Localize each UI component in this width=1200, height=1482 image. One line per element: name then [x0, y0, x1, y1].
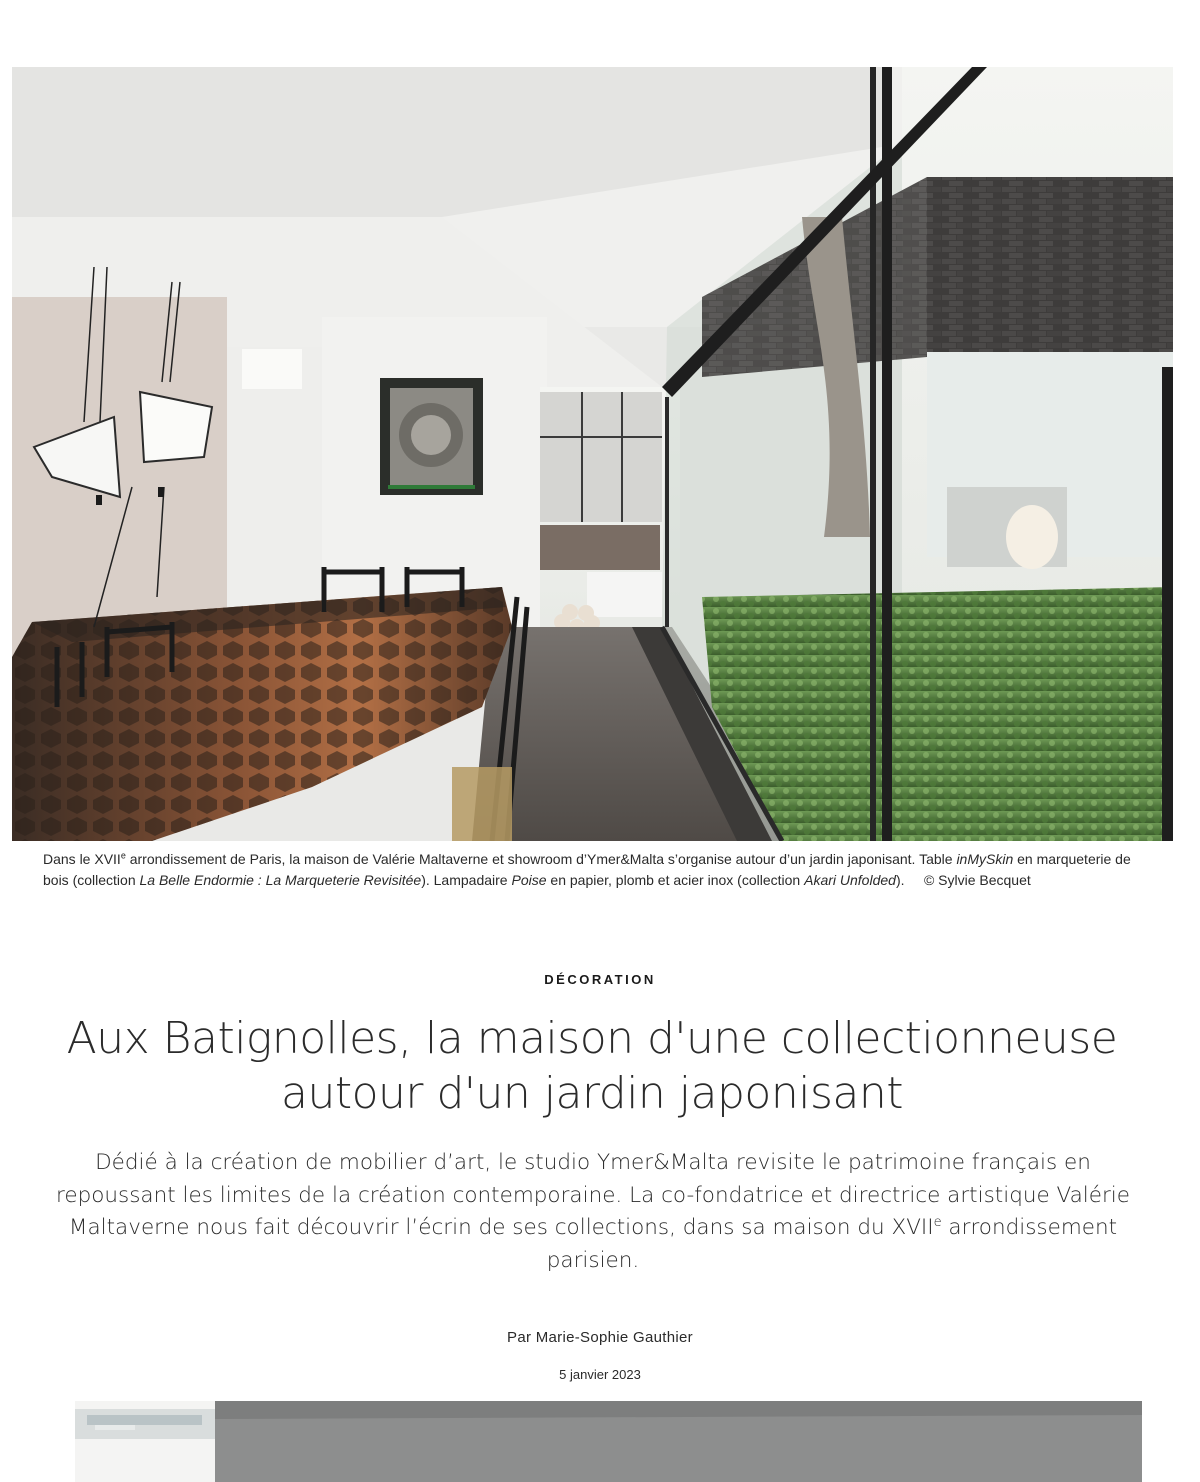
second-photo — [75, 1401, 1142, 1482]
article-byline: Par Marie-Sophie Gauthier — [507, 1329, 693, 1346]
article-category[interactable]: DÉCORATION — [544, 972, 656, 987]
author-link[interactable]: Marie-Sophie Gauthier — [535, 1329, 693, 1346]
hero-photo — [12, 67, 1173, 841]
article-standfirst: Dédié à la création de mobilier d’art, le studio Ymer&Malta revisite le patrimoine français en repoussant les limites de la création contemporaine. La co-fondatrice et directrice artistique Valérie Maltaverne nous fait découvrir l’écrin de ses collections, dans sa maison du XVIIe arrondissement parisien. — [56, 1150, 1130, 1273]
photo-credit: © Sylvie Becquet — [923, 872, 1031, 888]
hero-caption: Dans le XVIIe arrondissement de Paris, la maison de Valérie Maltaverne et showroom d’Ymer&Malta s’organise autour d’un jardin japonisant. Table inMySkin en marqueterie de bois (collection La Belle Endormie : La Marqueterie Revisitée). Lampadaire Poise en papier, plomb et acier inox (collection Akari Unfolded). © Sylvie Becquet — [43, 850, 1131, 888]
hero-illustration — [12, 67, 1173, 841]
article-date: 5 janvier 2023 — [559, 1367, 641, 1382]
article-title: Aux Batignolles, la maison d'une collectionneuse autour d'un jardin japonisant — [66, 1013, 1118, 1119]
second-illustration — [75, 1401, 1142, 1482]
